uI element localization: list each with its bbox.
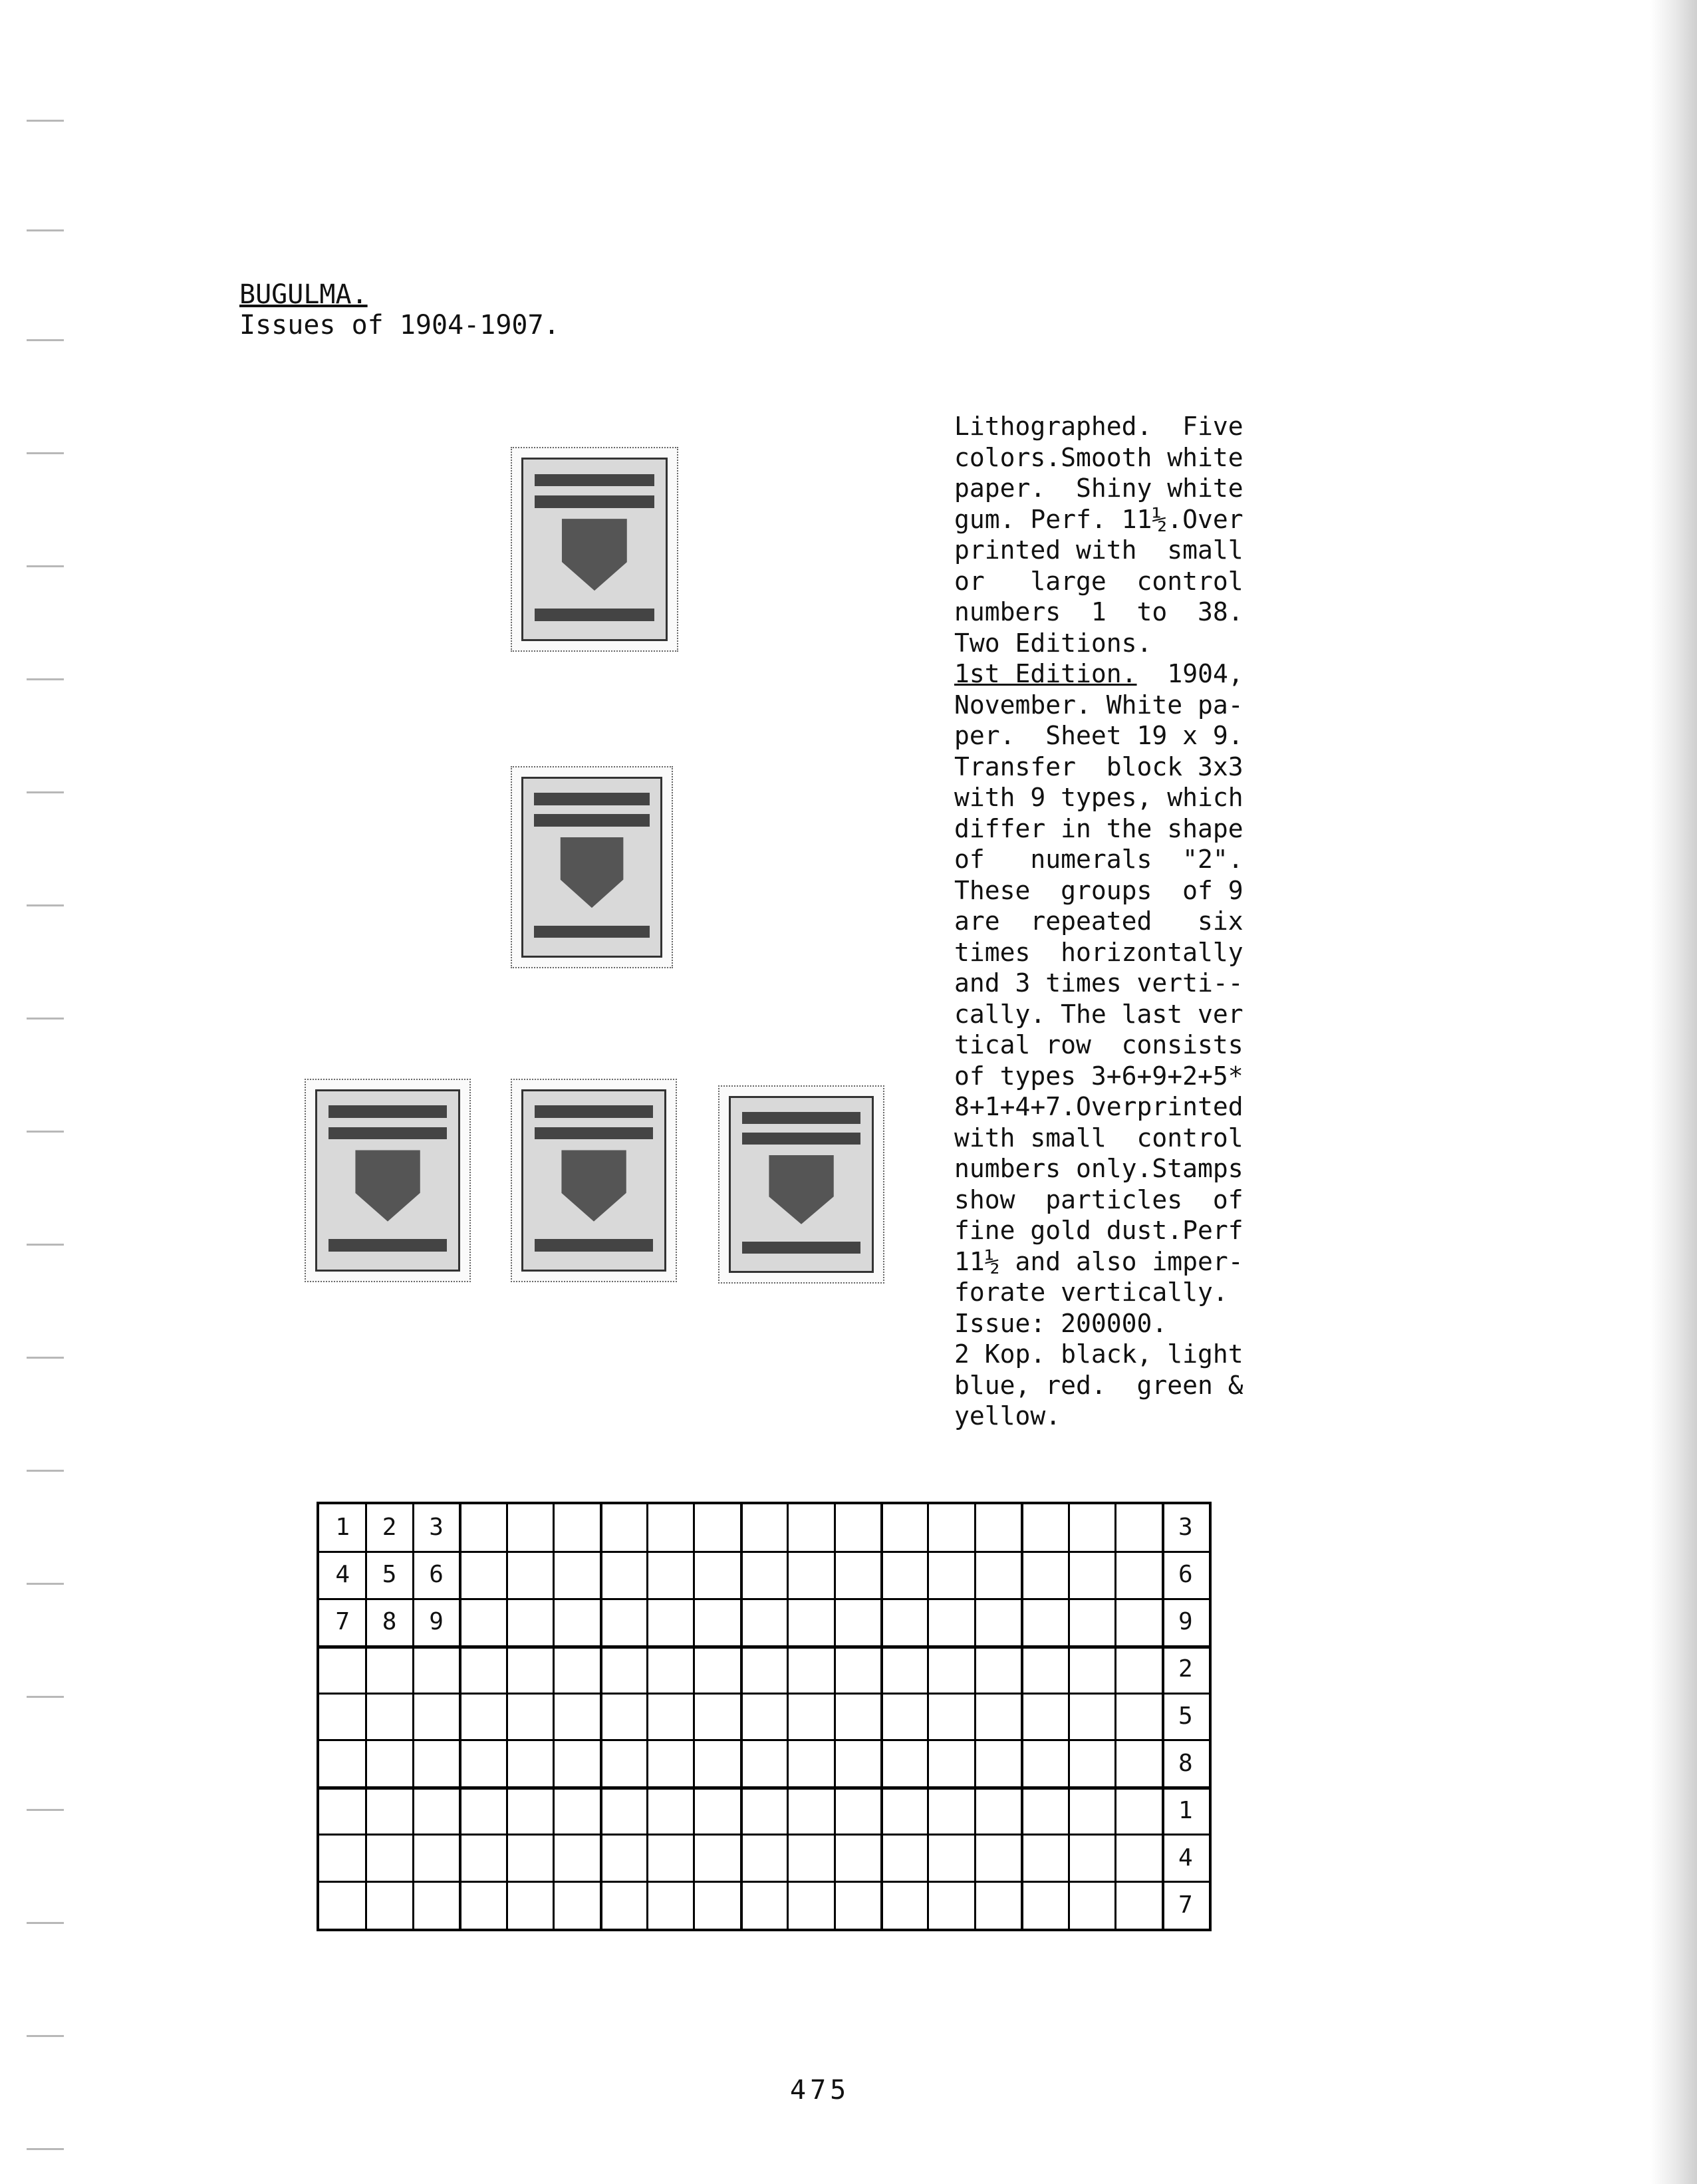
text-line: fine gold dust.Perf [954,1216,1243,1245]
text-line: or large control [954,566,1243,596]
text-line: are repeated six [954,906,1243,936]
grid-cell-number: 9 [429,1608,444,1636]
grid-vertical-line [693,1504,695,1929]
text-line: paper. Shiny white [954,474,1243,503]
stamp-image [511,766,673,968]
text-line: Lithographed. Five [954,412,1243,441]
grid-cell-number: 2 [382,1514,397,1542]
text-line: 2 Kop. black, light [954,1339,1243,1369]
text-line: numbers only.Stamps [954,1154,1243,1183]
grid-cell-number: 4 [1178,1843,1193,1871]
text-line: cally. The last ver [954,999,1243,1029]
text-line: of types 3+6+9+2+5* [954,1061,1243,1091]
text-line: gum. Perf. 11½.Over [954,504,1243,534]
page-subtitle: Issues of 1904-1907. [239,310,560,341]
text-line: with small control [954,1123,1243,1153]
text-line: numbers 1 to 38. [954,597,1243,626]
grid-horizontal-line [319,1693,1209,1695]
grid-horizontal-line [319,1551,1209,1553]
page-number: 475 [790,2075,850,2106]
grid-vertical-line [1068,1504,1070,1929]
text-line [954,658,1313,690]
text-line: printed with small [954,535,1243,565]
grid-cell-number: 8 [1178,1749,1193,1777]
text-line: November. White pa- [954,690,1243,720]
grid-vertical-line [600,1504,602,1929]
text-line: These groups of 9 [954,875,1243,905]
grid-cell-number: 6 [1178,1561,1193,1589]
text-line: colors.Smooth white [954,442,1243,472]
first-edition-date: 1904, [1167,659,1243,688]
grid-vertical-line [787,1504,789,1929]
text-line: Two Editions. [954,628,1152,658]
grid-cell-number: 6 [429,1561,444,1589]
text-line: Issue: 200000. [954,1308,1168,1338]
grid-cell-number: 4 [335,1561,350,1589]
grid-vertical-line [974,1504,976,1929]
stamp-image [511,447,678,652]
text-line: times horizontally [954,937,1243,967]
grid-horizontal-line [319,1739,1209,1741]
grid-horizontal-line [319,1834,1209,1836]
grid-cell-number: 1 [1178,1796,1193,1824]
text-line: per. Sheet 19 x 9. [954,721,1243,750]
page-title: BUGULMA. [239,279,368,310]
text-line: show particles of [954,1184,1243,1214]
grid-horizontal-line [319,1881,1209,1883]
text-line: yellow. [954,1401,1061,1431]
heading [239,279,560,341]
text-line: and 3 times verti-- [954,968,1243,998]
grid-cell-number: 2 [1178,1655,1193,1683]
grid-cell-number: 5 [1178,1703,1193,1730]
binder-hole-strip [0,0,73,2184]
stamp-image [718,1085,884,1284]
text-line: of numerals "2". [954,845,1243,874]
grid-cell-number: 5 [382,1561,397,1589]
stamp-image [511,1079,677,1282]
description-text [954,411,1313,1432]
grid-cell-number: 7 [335,1608,350,1636]
text-line: tical row consists [954,1030,1243,1059]
grid-horizontal-line [319,1598,1209,1600]
grid-cell-number: 3 [429,1514,444,1542]
text-line: blue, red. green & [954,1370,1243,1400]
text-line: 8+1+4+7.Overprinted [954,1092,1243,1121]
grid-vertical-line [1021,1504,1023,1929]
grid-horizontal-line [319,1786,1209,1790]
text-line: forate vertically. [954,1278,1228,1307]
grid-vertical-line [740,1504,743,1929]
grid-vertical-line [834,1504,836,1929]
grid-vertical-line [506,1504,508,1929]
text-line: differ in the shape [954,813,1243,843]
grid-vertical-line [553,1504,555,1929]
sheet-layout-grid [317,1502,1212,1931]
grid-vertical-line [1114,1504,1116,1929]
text-line: Transfer block 3x3 [954,751,1243,781]
grid-vertical-line [646,1504,648,1929]
grid-cell-number: 1 [335,1514,350,1542]
first-edition-label: 1st Edition. [954,659,1137,688]
grid-cell-number: 3 [1178,1514,1193,1542]
grid-vertical-line [880,1504,883,1929]
grid-cell-number: 8 [382,1608,397,1636]
grid-vertical-line [927,1504,929,1929]
grid-horizontal-line [319,1645,1209,1649]
grid-cell-number: 7 [1178,1891,1193,1919]
text-line: 11½ and also imper- [954,1246,1243,1276]
text-line: with 9 types, which [954,783,1243,812]
grid-cell-number: 9 [1178,1608,1193,1636]
stamp-image [305,1079,471,1282]
page-edge-shadow [1650,0,1697,2184]
